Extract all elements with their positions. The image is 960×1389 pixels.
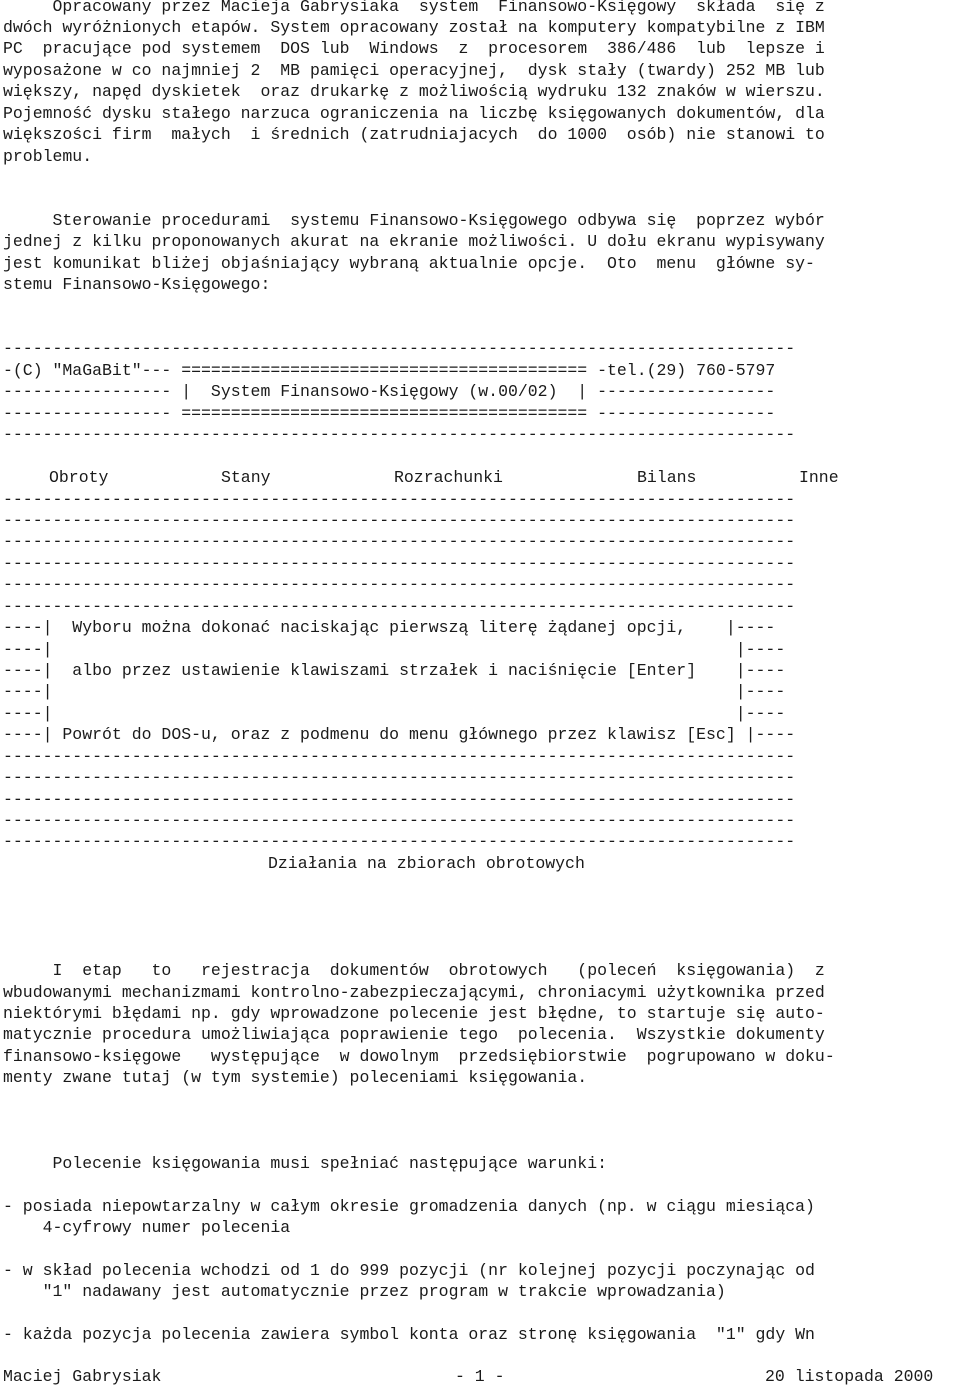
text-line: większości firm małych i średnich (zatrudniajacych do 1000 osób) nie stanowi to <box>3 125 825 144</box>
text-line: Sterowanie procedurami systemu Finansowo-Księgowego odbywa się poprzez wybór <box>3 211 825 230</box>
text-line: wbudowanymi mechanizmami kontrolno-zabezpieczającymi, chroniacymi użytkownika przed <box>3 983 825 1002</box>
help-line: ----| |---- <box>3 640 786 659</box>
menu-item-stany[interactable]: Stany <box>221 468 271 487</box>
footer-author: Maciej Gabrysiak <box>3 1367 162 1386</box>
text-line: PC pracujące pod systemem DOS lub Windows z procesorem 386/486 lub lepsze i <box>3 39 825 58</box>
list-item: - w skład polecenia wchodzi od 1 do 999 pozycji (nr kolejnej pozycji poczynając od <box>3 1261 815 1280</box>
help-line: ----| |---- <box>3 682 786 701</box>
screen-header-title: ----------------- | System Finansowo-Księgowy (w.00/02) | ------------------ <box>3 382 776 401</box>
screen-rule: -------------------------------------------------------------------------------- <box>3 511 796 530</box>
screen-rule: -------------------------------------------------------------------------------- <box>3 597 796 616</box>
screen-rule: -------------------------------------------------------------------------------- <box>3 811 796 830</box>
screen-rule: -------------------------------------------------------------------------------- <box>3 768 796 787</box>
text-line: jest komunikat bliżej objaśniający wybraną aktualnie opcje. Oto menu główne sy- <box>3 254 815 273</box>
text-line: dwóch wyróżnionych etapów. System opracowany został na komputery kompatybilne z IBM <box>3 18 825 37</box>
list-item: - posiada niepowtarzalny w całym okresie gromadzenia danych (np. w ciągu miesiąca) <box>3 1197 815 1216</box>
screen-rule: -------------------------------------------------------------------------------- <box>3 554 796 573</box>
list-item: - każda pozycja polecenia zawiera symbol konta oraz stronę księgowania "1" gdy Wn <box>3 1325 815 1344</box>
text-line: wyposażone w co najmniej 2 MB pamięci operacyjnej, dysk stały (twardy) 252 MB lub <box>3 61 825 80</box>
text-line: jednej z kilku proponowanych akurat na ekranie możliwości. U dołu ekranu wypisywany <box>3 232 825 251</box>
text-line: menty zwane tutaj (w tym systemie) poleceniami księgowania. <box>3 1068 588 1087</box>
screen-rule: -------------------------------------------------------------------------------- <box>3 490 796 509</box>
menu-item-rozrachunki[interactable]: Rozrachunki <box>394 468 503 487</box>
text-line: problemu. <box>3 147 93 166</box>
screen-rule: -------------------------------------------------------------------------------- <box>3 747 796 766</box>
menu-item-obroty[interactable]: Obroty <box>49 468 109 487</box>
screen-header-underline: ----------------- ========================================= ------------------ <box>3 404 776 423</box>
screen-rule: -------------------------------------------------------------------------------- <box>3 532 796 551</box>
screen-rule: -------------------------------------------------------------------------------- <box>3 339 796 358</box>
footer-page-number: - 1 - <box>455 1367 505 1386</box>
help-line: ----| Powrót do DOS-u, oraz z podmenu do menu głównego przez klawisz [Esc] |---- <box>3 725 796 744</box>
text-line: finansowo-księgowe występujące w dowolnym przedsiębiorstwie pogrupowano w doku- <box>3 1047 835 1066</box>
screen-rule: -------------------------------------------------------------------------------- <box>3 425 796 444</box>
screen-rule: -------------------------------------------------------------------------------- <box>3 790 796 809</box>
text-line: niektórymi błędami np. gdy wprowadzone polecenie jest błędne, to startuje się auto- <box>3 1004 825 1023</box>
list-item-continuation: "1" nadawany jest automatycznie przez program w trakcie wprowadzania) <box>3 1282 726 1301</box>
screen-rule: -------------------------------------------------------------------------------- <box>3 575 796 594</box>
main-menu <box>3 467 924 488</box>
text-line: większy, napęd dyskietek oraz drukarkę z możliwością wydruku 132 znaków w wierszu. <box>3 82 825 101</box>
help-line: ----| albo przez ustawienie klawiszami strzałek i naciśnięcie [Enter] |---- <box>3 661 786 680</box>
text-line: I etap to rejestracja dokumentów obrotowych (poleceń księgowania) z <box>3 961 825 980</box>
screen-rule: -------------------------------------------------------------------------------- <box>3 832 796 851</box>
screen-header-copyright: -(C) "MaGaBit"--- ========================================= -tel.(29) 760-5797 <box>3 361 776 380</box>
help-line: ----| Wyboru można dokonać naciskając pierwszą literę żądanej opcji, |---- <box>3 618 776 637</box>
menu-item-inne[interactable]: Inne <box>799 468 839 487</box>
help-line: ----| |---- <box>3 704 786 723</box>
menu-item-bilans[interactable]: Bilans <box>637 468 697 487</box>
status-message: Działania na zbiorach obrotowych <box>268 854 585 873</box>
text-line: matycznie procedura umożliwiająca poprawienie tego polecenia. Wszystkie dokumenty <box>3 1025 825 1044</box>
list-item-continuation: 4-cyfrowy numer polecenia <box>3 1218 291 1237</box>
text-line: Pojemność dysku stałego narzuca ograniczenia na liczbę księgowanych dokumentów, dla <box>3 104 825 123</box>
text-line: stemu Finansowo-Księgowego: <box>3 275 271 294</box>
footer-date: 20 listopada 2000 <box>765 1367 934 1386</box>
text-line: Opracowany przez Macieja Gabrysiaka system Finansowo-Księgowy składa się z <box>3 0 825 16</box>
conditions-heading: Polecenie księgowania musi spełniać następujące warunki: <box>3 1154 607 1173</box>
page-footer <box>3 1366 934 1387</box>
